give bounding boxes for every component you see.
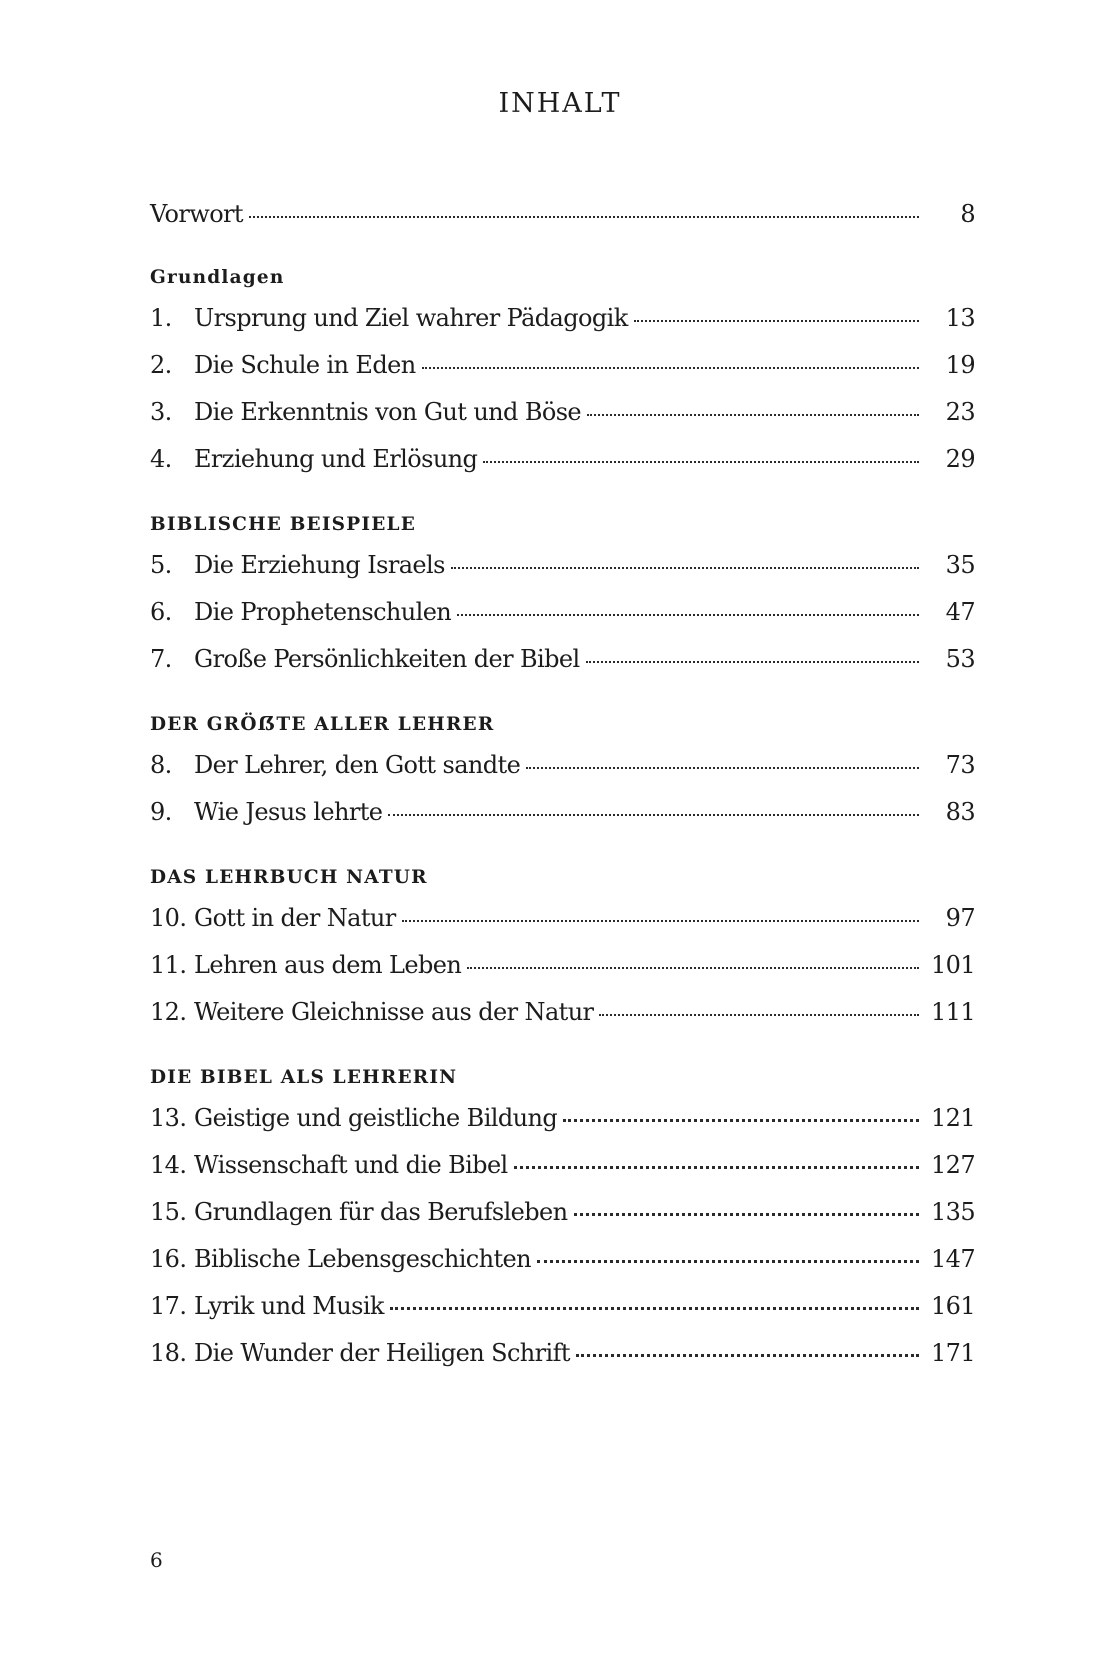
toc-entry-title: Vorwort — [150, 200, 243, 228]
toc-entry-page: 53 — [945, 645, 975, 673]
dot-leader — [402, 919, 919, 922]
toc-entry-number: 9. — [150, 798, 172, 826]
toc-entry-number: 12. — [150, 998, 187, 1026]
toc-entry[interactable] — [150, 751, 975, 798]
toc-entry[interactable] — [150, 951, 975, 998]
toc-entry-title: Wissenschaft und die Bibel — [194, 1151, 508, 1179]
toc-entry[interactable] — [150, 551, 975, 598]
toc-entry-page: 121 — [930, 1104, 975, 1132]
toc-entry-page: 161 — [930, 1292, 975, 1320]
toc-entry-number: 3. — [150, 398, 172, 426]
dot-leader — [576, 1353, 919, 1357]
dot-leader — [388, 813, 919, 816]
toc-entry-page: 19 — [945, 351, 975, 379]
toc-entry[interactable] — [150, 798, 975, 845]
toc-entry[interactable] — [150, 1292, 975, 1339]
toc-entry-title: Geistige und geistliche Bildung — [194, 1104, 558, 1132]
page-number: 6 — [150, 1548, 163, 1572]
table-of-contents — [150, 200, 975, 1386]
toc-entry-number: 15. — [150, 1198, 187, 1226]
dot-leader — [249, 215, 919, 218]
toc-entry-page: 35 — [945, 551, 975, 579]
page-title: INHALT — [498, 88, 622, 119]
toc-entry-title: Die Erziehung Israels — [194, 551, 445, 579]
toc-entry-number: 11. — [150, 951, 187, 979]
toc-entry-page: 73 — [945, 751, 975, 779]
toc-entry-number: 1. — [150, 304, 172, 332]
dot-leader — [599, 1013, 919, 1016]
toc-entry-title: Große Persönlichkeiten der Bibel — [194, 645, 580, 673]
toc-entry[interactable] — [150, 1245, 975, 1292]
section-heading: DIE BIBEL ALS LEHRERIN — [150, 1067, 458, 1088]
toc-entry[interactable] — [150, 598, 975, 645]
toc-entry-title: Die Schule in Eden — [194, 351, 416, 379]
section-heading: BIBLISCHE BEISPIELE — [150, 514, 417, 535]
dot-leader — [467, 966, 919, 969]
toc-entry[interactable] — [150, 998, 975, 1045]
toc-entry-page: 13 — [945, 304, 975, 332]
toc-entry-title: Weitere Gleichnisse aus der Natur — [194, 998, 594, 1026]
toc-entry-number: 7. — [150, 645, 172, 673]
toc-entry-page: 29 — [945, 445, 975, 473]
dot-leader — [457, 613, 919, 616]
toc-entry-page: 83 — [945, 798, 975, 826]
toc-entry-page: 8 — [960, 200, 975, 228]
toc-entry-number: 6. — [150, 598, 172, 626]
toc-entry-page: 47 — [945, 598, 975, 626]
dot-leader — [537, 1259, 919, 1263]
toc-entry-title: Gott in der Natur — [194, 904, 396, 932]
toc-entry-title: Die Erkenntnis von Gut und Böse — [194, 398, 582, 426]
toc-entry-number: 8. — [150, 751, 172, 779]
toc-sections — [150, 267, 975, 1386]
toc-entry-page: 127 — [930, 1151, 975, 1179]
toc-entry-title: Die Prophetenschulen — [194, 598, 452, 626]
toc-entry[interactable] — [150, 1151, 975, 1198]
toc-entry-title: Erziehung und Erlösung — [194, 445, 478, 473]
dot-leader — [526, 766, 919, 769]
toc-entry-page: 111 — [930, 998, 975, 1026]
toc-entry[interactable] — [150, 1104, 975, 1151]
toc-entry-title: Lyrik und Musik — [194, 1292, 384, 1320]
toc-entry-title: Wie Jesus lehrte — [194, 798, 383, 826]
toc-entry-page: 23 — [945, 398, 975, 426]
toc-entry[interactable] — [150, 645, 975, 692]
toc-entry-title: Biblische Lebensgeschichten — [194, 1245, 532, 1273]
toc-entry-number: 16. — [150, 1245, 187, 1273]
dot-leader — [587, 413, 919, 416]
toc-entry-number: 4. — [150, 445, 172, 473]
toc-entry-number: 13. — [150, 1104, 187, 1132]
toc-entry[interactable] — [150, 445, 975, 492]
toc-entry-page: 97 — [945, 904, 975, 932]
section-heading: Grundlagen — [150, 267, 285, 288]
toc-entry[interactable] — [150, 398, 975, 445]
section-heading: DER GRÖẞTE ALLER LEHRER — [150, 714, 495, 735]
toc-entry[interactable] — [150, 1339, 975, 1386]
dot-leader — [422, 366, 919, 369]
dot-leader — [451, 566, 919, 569]
toc-entry-page: 147 — [930, 1245, 975, 1273]
toc-entry-title: Grundlagen für das Berufsleben — [194, 1198, 568, 1226]
toc-entry-page: 135 — [930, 1198, 975, 1226]
toc-entry[interactable] — [150, 304, 975, 351]
dot-leader — [563, 1118, 919, 1122]
toc-entry-page: 171 — [930, 1339, 975, 1367]
toc-entry-number: 18. — [150, 1339, 187, 1367]
toc-entry[interactable] — [150, 351, 975, 398]
toc-entry-title: Lehren aus dem Leben — [194, 951, 462, 979]
dot-leader — [483, 460, 919, 463]
toc-entry-number: 10. — [150, 904, 187, 932]
toc-entry-title: Die Wunder der Heiligen Schrift — [194, 1339, 570, 1367]
toc-entry-number: 17. — [150, 1292, 187, 1320]
dot-leader — [574, 1212, 920, 1216]
toc-entry-title: Der Lehrer, den Gott sandte — [194, 751, 521, 779]
toc-entry-page: 101 — [930, 951, 975, 979]
toc-entry-number: 14. — [150, 1151, 187, 1179]
dot-leader — [586, 660, 919, 663]
section-heading: DAS LEHRBUCH NATUR — [150, 867, 428, 888]
dot-leader — [634, 319, 919, 322]
toc-entry[interactable] — [150, 904, 975, 951]
toc-entry-title: Ursprung und Ziel wahrer Pädagogik — [194, 304, 628, 332]
dot-leader — [514, 1165, 919, 1169]
toc-entry-number: 2. — [150, 351, 172, 379]
dot-leader — [390, 1306, 919, 1310]
toc-entry[interactable] — [150, 1198, 975, 1245]
toc-entry-preface[interactable] — [150, 200, 975, 247]
toc-entry-number: 5. — [150, 551, 172, 579]
